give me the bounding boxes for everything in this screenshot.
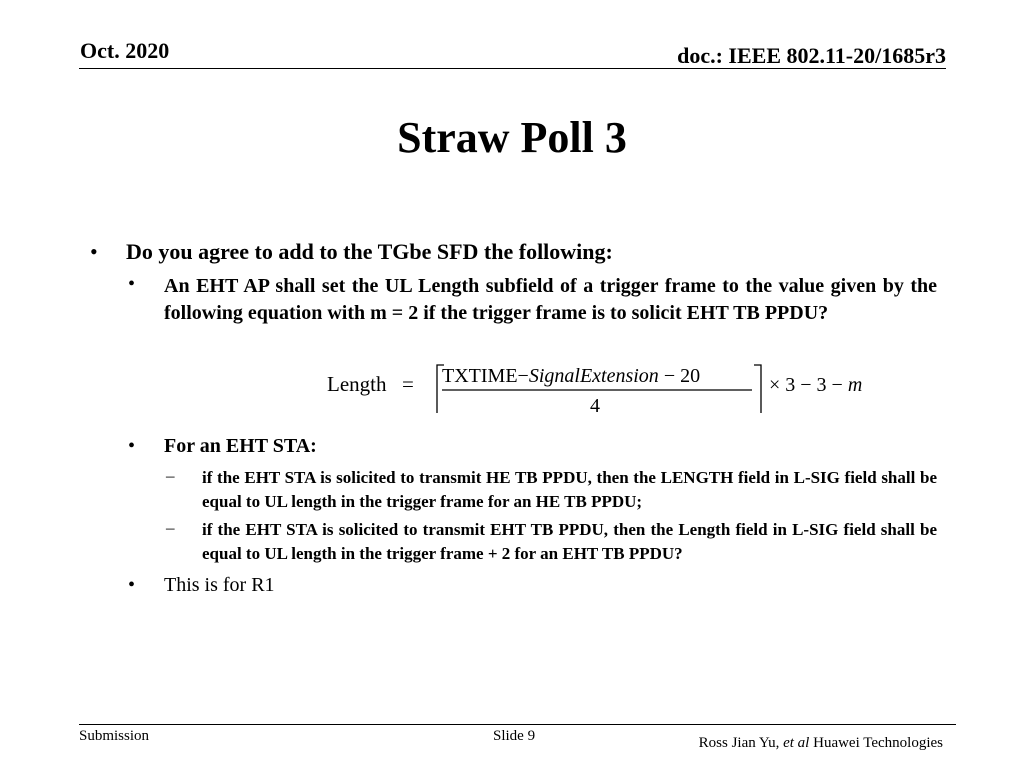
sub-bullet-eht-ppdu-text: if the EHT STA is solicited to transmit EHT TB PPDU, then the Length field in L-SIG field shall be equal to UL length in the trigger frame + 2 for an EHT TB PPDU? <box>202 520 937 563</box>
dash-marker: – <box>166 518 175 537</box>
length-equation <box>327 362 887 418</box>
equation-lhs: Length <box>327 372 387 396</box>
slide-title: Straw Poll 3 <box>397 113 627 162</box>
bullet-main-text: Do you agree to add to the TGbe SFD the following: <box>126 239 613 264</box>
equation-tail: × 3 − 3 − m <box>769 374 863 396</box>
footer-author-etal: et al <box>783 735 810 751</box>
footer-author <box>699 735 943 752</box>
footer-submission: Submission <box>79 728 150 744</box>
footer-author-org: Huawei Technologies <box>809 735 943 751</box>
header-divider <box>79 68 946 69</box>
bullet-sta-heading-text: For an EHT STA: <box>164 435 317 457</box>
bullet-marker: • <box>90 239 98 264</box>
bullet-note-text: This is for R1 <box>164 574 275 596</box>
header-date: Oct. 2020 <box>80 38 170 63</box>
equation-numerator: TXTIME−SignalExtension − 20 <box>442 365 701 387</box>
equation-denominator: 4 <box>590 395 600 417</box>
bullet-marker: • <box>128 435 136 457</box>
footer-author-name: Ross Jian Yu, <box>698 735 784 751</box>
bullet-ap-rule-text: An EHT AP shall set the UL Length subfield of a trigger frame to the value given by the following equation with m = 2 if the trigger frame is to solicit EHT TB PPDU? <box>164 275 937 324</box>
header-doc-id: doc.: IEEE 802.11-20/1685r3 <box>677 43 946 68</box>
footer-divider <box>79 724 956 725</box>
sub-bullet-he-ppdu-text: if the EHT STA is solicited to transmit HE TB PPDU, then the LENGTH field in L-SIG field shall be equal to UL length in the trigger frame for an HE TB PPDU; <box>202 468 937 511</box>
bullet-marker: • <box>128 574 136 596</box>
bullet-marker: • <box>128 273 136 295</box>
footer-slide-number: Slide 9 <box>493 728 536 744</box>
ceiling-bracket-right <box>754 365 761 413</box>
equation-equals: = <box>402 372 414 396</box>
dash-marker: – <box>166 466 175 485</box>
